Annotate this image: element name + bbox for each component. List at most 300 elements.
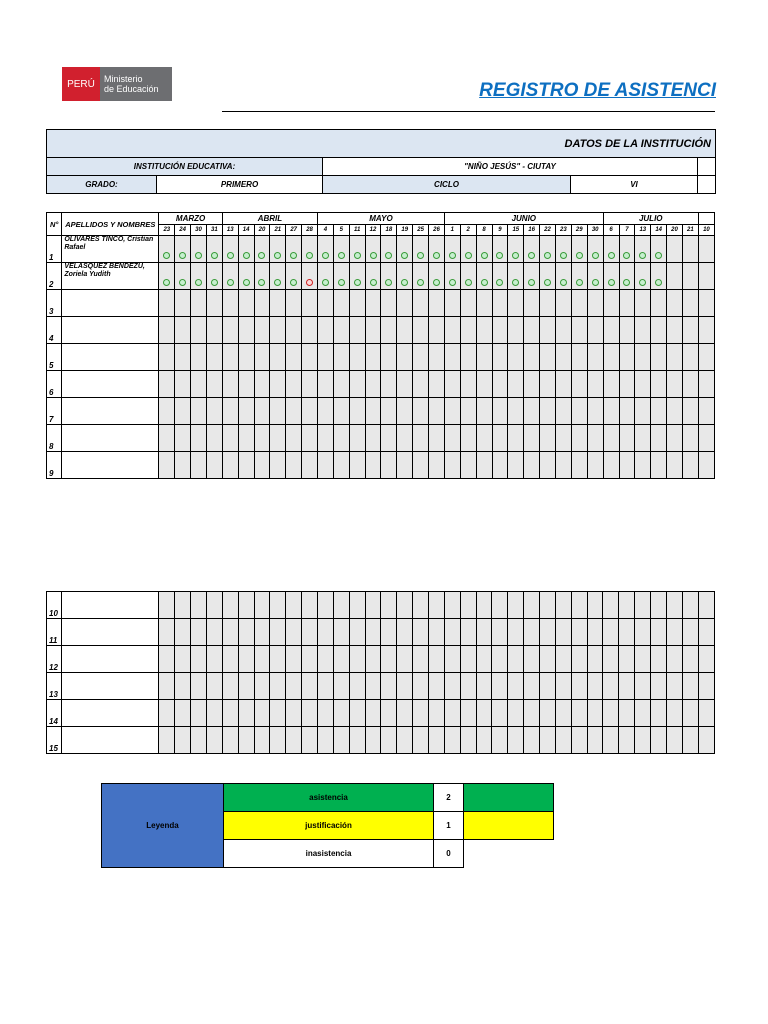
attendance-cell[interactable]: [286, 425, 302, 452]
attendance-cell[interactable]: [222, 263, 238, 290]
attendance-cell[interactable]: [349, 646, 365, 673]
attendance-cell[interactable]: [460, 700, 476, 727]
attendance-cell[interactable]: [207, 619, 223, 646]
attendance-cell[interactable]: [603, 398, 619, 425]
attendance-cell[interactable]: [238, 700, 254, 727]
attendance-cell[interactable]: [397, 727, 413, 754]
attendance-cell[interactable]: [460, 727, 476, 754]
attendance-cell[interactable]: [524, 646, 540, 673]
attendance-cell[interactable]: [698, 700, 714, 727]
attendance-cell[interactable]: [254, 700, 270, 727]
attendance-cell[interactable]: [270, 263, 286, 290]
attendance-cell[interactable]: [381, 398, 397, 425]
attendance-cell[interactable]: [286, 371, 302, 398]
attendance-cell[interactable]: [397, 452, 413, 479]
attendance-cell[interactable]: [159, 592, 175, 619]
attendance-cell[interactable]: [508, 290, 524, 317]
attendance-cell[interactable]: [571, 290, 587, 317]
attendance-cell[interactable]: [698, 263, 714, 290]
attendance-cell[interactable]: [206, 263, 222, 290]
attendance-cell[interactable]: [492, 398, 508, 425]
attendance-cell[interactable]: [635, 398, 651, 425]
attendance-cell[interactable]: [159, 317, 175, 344]
student-name[interactable]: [62, 344, 159, 371]
student-name[interactable]: [62, 592, 159, 619]
attendance-cell[interactable]: [429, 425, 445, 452]
attendance-cell[interactable]: [571, 371, 587, 398]
attendance-cell[interactable]: [444, 646, 460, 673]
attendance-cell[interactable]: [413, 619, 429, 646]
attendance-cell[interactable]: [682, 452, 698, 479]
attendance-cell[interactable]: [254, 425, 270, 452]
attendance-cell[interactable]: [207, 673, 223, 700]
attendance-cell[interactable]: [492, 700, 508, 727]
attendance-cell[interactable]: [635, 290, 651, 317]
attendance-cell[interactable]: [476, 344, 492, 371]
attendance-cell[interactable]: [667, 263, 683, 290]
attendance-cell[interactable]: [698, 398, 714, 425]
attendance-cell[interactable]: [635, 263, 651, 290]
attendance-cell[interactable]: [159, 371, 175, 398]
attendance-cell[interactable]: [318, 425, 334, 452]
attendance-cell[interactable]: [159, 673, 175, 700]
attendance-cell[interactable]: [682, 727, 698, 754]
student-name[interactable]: [62, 727, 159, 754]
attendance-cell[interactable]: [651, 592, 667, 619]
attendance-cell[interactable]: [524, 263, 540, 290]
attendance-cell[interactable]: [286, 263, 302, 290]
attendance-cell[interactable]: [381, 646, 397, 673]
attendance-cell[interactable]: [302, 592, 318, 619]
attendance-cell[interactable]: [318, 317, 334, 344]
attendance-cell[interactable]: [476, 290, 492, 317]
attendance-cell[interactable]: [540, 317, 556, 344]
attendance-cell[interactable]: [460, 236, 476, 263]
attendance-cell[interactable]: [270, 425, 286, 452]
attendance-cell[interactable]: [492, 344, 508, 371]
attendance-cell[interactable]: [698, 317, 714, 344]
attendance-cell[interactable]: [381, 619, 397, 646]
attendance-cell[interactable]: [222, 425, 238, 452]
student-name[interactable]: VELASQUEZ BENDEZÚ, Zoriela Yudith: [62, 263, 159, 290]
attendance-cell[interactable]: [429, 619, 445, 646]
attendance-cell[interactable]: [365, 673, 381, 700]
attendance-cell[interactable]: [238, 371, 254, 398]
attendance-cell[interactable]: [191, 646, 207, 673]
attendance-cell[interactable]: [254, 236, 270, 263]
attendance-cell[interactable]: [381, 673, 397, 700]
attendance-cell[interactable]: [460, 646, 476, 673]
attendance-cell[interactable]: [429, 727, 445, 754]
attendance-cell[interactable]: [571, 263, 587, 290]
attendance-cell[interactable]: [191, 317, 207, 344]
grade-value[interactable]: PRIMERO: [157, 176, 323, 194]
attendance-cell[interactable]: [349, 727, 365, 754]
attendance-cell[interactable]: [667, 452, 683, 479]
attendance-cell[interactable]: [524, 398, 540, 425]
attendance-cell[interactable]: [318, 700, 334, 727]
attendance-cell[interactable]: [587, 646, 603, 673]
attendance-cell[interactable]: [191, 619, 207, 646]
attendance-cell[interactable]: [302, 673, 318, 700]
attendance-cell[interactable]: [555, 317, 571, 344]
attendance-cell[interactable]: [365, 425, 381, 452]
attendance-cell[interactable]: [619, 646, 635, 673]
attendance-cell[interactable]: [666, 673, 682, 700]
attendance-cell[interactable]: [191, 425, 207, 452]
attendance-cell[interactable]: [571, 425, 587, 452]
attendance-cell[interactable]: [540, 344, 556, 371]
attendance-cell[interactable]: [191, 592, 207, 619]
attendance-cell[interactable]: [349, 673, 365, 700]
attendance-cell[interactable]: [207, 646, 223, 673]
attendance-cell[interactable]: [555, 371, 571, 398]
attendance-cell[interactable]: [698, 727, 714, 754]
attendance-cell[interactable]: [191, 673, 207, 700]
attendance-cell[interactable]: [460, 592, 476, 619]
attendance-cell[interactable]: [207, 727, 223, 754]
attendance-cell[interactable]: [476, 619, 492, 646]
attendance-cell[interactable]: [619, 673, 635, 700]
attendance-cell[interactable]: [555, 263, 571, 290]
attendance-cell[interactable]: [492, 425, 508, 452]
attendance-cell[interactable]: [206, 371, 222, 398]
attendance-cell[interactable]: [302, 317, 318, 344]
attendance-cell[interactable]: [191, 398, 207, 425]
student-name[interactable]: OLIVARES TINCO, Cristian Rafael: [62, 236, 159, 263]
attendance-cell[interactable]: [603, 425, 619, 452]
attendance-cell[interactable]: [635, 452, 651, 479]
attendance-cell[interactable]: [254, 371, 270, 398]
attendance-cell[interactable]: [254, 290, 270, 317]
attendance-cell[interactable]: [349, 344, 365, 371]
attendance-cell[interactable]: [286, 317, 302, 344]
attendance-cell[interactable]: [444, 700, 460, 727]
attendance-cell[interactable]: [540, 452, 556, 479]
attendance-cell[interactable]: [191, 452, 207, 479]
attendance-cell[interactable]: [587, 592, 603, 619]
attendance-cell[interactable]: [603, 700, 619, 727]
attendance-cell[interactable]: [175, 452, 191, 479]
attendance-cell[interactable]: [270, 236, 286, 263]
attendance-cell[interactable]: [666, 646, 682, 673]
attendance-cell[interactable]: [429, 263, 445, 290]
student-name[interactable]: [62, 452, 159, 479]
attendance-cell[interactable]: [603, 727, 619, 754]
attendance-cell[interactable]: [159, 425, 175, 452]
attendance-cell[interactable]: [349, 371, 365, 398]
attendance-cell[interactable]: [682, 619, 698, 646]
attendance-cell[interactable]: [381, 371, 397, 398]
attendance-cell[interactable]: [651, 673, 667, 700]
attendance-cell[interactable]: [698, 646, 714, 673]
attendance-cell[interactable]: [254, 673, 270, 700]
attendance-cell[interactable]: [666, 727, 682, 754]
attendance-cell[interactable]: [397, 592, 413, 619]
attendance-cell[interactable]: [175, 290, 191, 317]
attendance-cell[interactable]: [508, 344, 524, 371]
attendance-cell[interactable]: [365, 344, 381, 371]
attendance-cell[interactable]: [476, 398, 492, 425]
attendance-cell[interactable]: [587, 236, 603, 263]
attendance-cell[interactable]: [302, 727, 318, 754]
attendance-cell[interactable]: [286, 290, 302, 317]
attendance-cell[interactable]: [476, 592, 492, 619]
attendance-cell[interactable]: [666, 592, 682, 619]
attendance-cell[interactable]: [286, 398, 302, 425]
attendance-cell[interactable]: [492, 371, 508, 398]
attendance-cell[interactable]: [159, 619, 175, 646]
attendance-cell[interactable]: [222, 619, 238, 646]
attendance-cell[interactable]: [397, 263, 413, 290]
attendance-cell[interactable]: [460, 263, 476, 290]
attendance-cell[interactable]: [492, 236, 508, 263]
attendance-cell[interactable]: [667, 344, 683, 371]
attendance-cell[interactable]: [365, 398, 381, 425]
attendance-cell[interactable]: [413, 344, 429, 371]
attendance-cell[interactable]: [635, 592, 651, 619]
attendance-cell[interactable]: [555, 619, 571, 646]
attendance-cell[interactable]: [682, 290, 698, 317]
attendance-cell[interactable]: [571, 317, 587, 344]
attendance-cell[interactable]: [635, 371, 651, 398]
student-name[interactable]: [62, 398, 159, 425]
attendance-cell[interactable]: [222, 700, 238, 727]
attendance-cell[interactable]: [524, 592, 540, 619]
attendance-cell[interactable]: [365, 371, 381, 398]
attendance-cell[interactable]: [318, 452, 334, 479]
attendance-cell[interactable]: [476, 646, 492, 673]
attendance-cell[interactable]: [492, 727, 508, 754]
attendance-cell[interactable]: [302, 290, 318, 317]
attendance-cell[interactable]: [302, 344, 318, 371]
attendance-cell[interactable]: [413, 452, 429, 479]
attendance-cell[interactable]: [619, 425, 635, 452]
attendance-cell[interactable]: [476, 452, 492, 479]
attendance-cell[interactable]: [492, 619, 508, 646]
attendance-cell[interactable]: [175, 344, 191, 371]
attendance-cell[interactable]: [603, 371, 619, 398]
attendance-cell[interactable]: [460, 317, 476, 344]
attendance-cell[interactable]: [270, 371, 286, 398]
attendance-cell[interactable]: [444, 673, 460, 700]
attendance-cell[interactable]: [286, 727, 302, 754]
attendance-cell[interactable]: [333, 344, 349, 371]
attendance-cell[interactable]: [476, 700, 492, 727]
attendance-cell[interactable]: [222, 236, 238, 263]
attendance-cell[interactable]: [159, 727, 175, 754]
attendance-cell[interactable]: [619, 700, 635, 727]
attendance-cell[interactable]: [508, 425, 524, 452]
attendance-cell[interactable]: [191, 727, 207, 754]
attendance-cell[interactable]: [270, 398, 286, 425]
attendance-cell[interactable]: [587, 452, 603, 479]
attendance-cell[interactable]: [270, 317, 286, 344]
attendance-cell[interactable]: [318, 619, 334, 646]
attendance-cell[interactable]: [444, 425, 460, 452]
attendance-cell[interactable]: [429, 646, 445, 673]
attendance-cell[interactable]: [508, 700, 524, 727]
attendance-cell[interactable]: [682, 317, 698, 344]
student-name[interactable]: [62, 619, 159, 646]
attendance-cell[interactable]: [555, 646, 571, 673]
attendance-cell[interactable]: [413, 263, 429, 290]
attendance-cell[interactable]: [207, 592, 223, 619]
attendance-cell[interactable]: [175, 646, 191, 673]
attendance-cell[interactable]: [175, 317, 191, 344]
attendance-cell[interactable]: [524, 673, 540, 700]
attendance-cell[interactable]: [222, 673, 238, 700]
attendance-cell[interactable]: [318, 236, 334, 263]
attendance-cell[interactable]: [698, 619, 714, 646]
attendance-cell[interactable]: [159, 700, 175, 727]
attendance-cell[interactable]: [540, 398, 556, 425]
attendance-cell[interactable]: [571, 398, 587, 425]
attendance-cell[interactable]: [333, 700, 349, 727]
attendance-cell[interactable]: [603, 452, 619, 479]
attendance-cell[interactable]: [159, 452, 175, 479]
attendance-cell[interactable]: [635, 646, 651, 673]
attendance-cell[interactable]: [159, 236, 175, 263]
attendance-cell[interactable]: [413, 646, 429, 673]
attendance-cell[interactable]: [555, 236, 571, 263]
attendance-cell[interactable]: [508, 263, 524, 290]
attendance-cell[interactable]: [349, 452, 365, 479]
attendance-cell[interactable]: [619, 371, 635, 398]
attendance-cell[interactable]: [254, 727, 270, 754]
attendance-cell[interactable]: [413, 673, 429, 700]
attendance-cell[interactable]: [651, 236, 667, 263]
attendance-cell[interactable]: [635, 344, 651, 371]
attendance-cell[interactable]: [318, 673, 334, 700]
attendance-cell[interactable]: [508, 673, 524, 700]
attendance-cell[interactable]: [302, 398, 318, 425]
attendance-cell[interactable]: [397, 371, 413, 398]
attendance-cell[interactable]: [365, 592, 381, 619]
attendance-cell[interactable]: [460, 452, 476, 479]
attendance-cell[interactable]: [651, 452, 667, 479]
attendance-cell[interactable]: [651, 371, 667, 398]
attendance-cell[interactable]: [667, 398, 683, 425]
attendance-cell[interactable]: [444, 317, 460, 344]
attendance-cell[interactable]: [667, 317, 683, 344]
attendance-cell[interactable]: [444, 344, 460, 371]
student-name[interactable]: [62, 317, 159, 344]
attendance-cell[interactable]: [397, 344, 413, 371]
attendance-cell[interactable]: [698, 673, 714, 700]
attendance-cell[interactable]: [667, 236, 683, 263]
attendance-cell[interactable]: [365, 452, 381, 479]
attendance-cell[interactable]: [682, 700, 698, 727]
attendance-cell[interactable]: [476, 673, 492, 700]
attendance-cell[interactable]: [682, 344, 698, 371]
attendance-cell[interactable]: [524, 619, 540, 646]
attendance-cell[interactable]: [413, 700, 429, 727]
attendance-cell[interactable]: [333, 727, 349, 754]
attendance-cell[interactable]: [333, 646, 349, 673]
attendance-cell[interactable]: [666, 619, 682, 646]
attendance-cell[interactable]: [619, 398, 635, 425]
attendance-cell[interactable]: [587, 263, 603, 290]
attendance-cell[interactable]: [571, 236, 587, 263]
cycle-value[interactable]: VI: [571, 176, 698, 194]
attendance-cell[interactable]: [175, 673, 191, 700]
attendance-cell[interactable]: [413, 236, 429, 263]
attendance-cell[interactable]: [571, 452, 587, 479]
attendance-cell[interactable]: [540, 236, 556, 263]
attendance-cell[interactable]: [460, 425, 476, 452]
attendance-cell[interactable]: [540, 371, 556, 398]
attendance-cell[interactable]: [429, 236, 445, 263]
attendance-cell[interactable]: [476, 727, 492, 754]
attendance-cell[interactable]: [508, 371, 524, 398]
attendance-cell[interactable]: [333, 619, 349, 646]
attendance-cell[interactable]: [635, 236, 651, 263]
attendance-cell[interactable]: [365, 263, 381, 290]
attendance-cell[interactable]: [286, 592, 302, 619]
attendance-cell[interactable]: [619, 317, 635, 344]
attendance-cell[interactable]: [587, 700, 603, 727]
attendance-cell[interactable]: [333, 236, 349, 263]
attendance-cell[interactable]: [159, 646, 175, 673]
attendance-cell[interactable]: [365, 727, 381, 754]
attendance-cell[interactable]: [460, 371, 476, 398]
attendance-cell[interactable]: [238, 727, 254, 754]
attendance-cell[interactable]: [365, 646, 381, 673]
attendance-cell[interactable]: [286, 646, 302, 673]
attendance-cell[interactable]: [302, 646, 318, 673]
attendance-cell[interactable]: [682, 673, 698, 700]
attendance-cell[interactable]: [444, 619, 460, 646]
attendance-cell[interactable]: [619, 290, 635, 317]
attendance-cell[interactable]: [175, 727, 191, 754]
attendance-cell[interactable]: [397, 700, 413, 727]
attendance-cell[interactable]: [302, 371, 318, 398]
student-name[interactable]: [62, 290, 159, 317]
attendance-cell[interactable]: [381, 452, 397, 479]
attendance-cell[interactable]: [492, 646, 508, 673]
attendance-cell[interactable]: [587, 673, 603, 700]
attendance-cell[interactable]: [444, 263, 460, 290]
attendance-cell[interactable]: [270, 646, 286, 673]
attendance-cell[interactable]: [508, 592, 524, 619]
attendance-cell[interactable]: [397, 619, 413, 646]
attendance-cell[interactable]: [381, 700, 397, 727]
attendance-cell[interactable]: [603, 263, 619, 290]
attendance-cell[interactable]: [508, 236, 524, 263]
attendance-cell[interactable]: [238, 452, 254, 479]
attendance-cell[interactable]: [159, 290, 175, 317]
attendance-cell[interactable]: [397, 425, 413, 452]
attendance-cell[interactable]: [238, 619, 254, 646]
attendance-cell[interactable]: [270, 344, 286, 371]
attendance-cell[interactable]: [413, 592, 429, 619]
attendance-cell[interactable]: [540, 592, 556, 619]
attendance-cell[interactable]: [222, 371, 238, 398]
attendance-cell[interactable]: [635, 425, 651, 452]
attendance-cell[interactable]: [524, 344, 540, 371]
attendance-cell[interactable]: [698, 290, 714, 317]
attendance-cell[interactable]: [444, 236, 460, 263]
attendance-cell[interactable]: [587, 344, 603, 371]
attendance-cell[interactable]: [254, 317, 270, 344]
school-value[interactable]: "NIÑO JESÚS" - CIUTAY: [323, 158, 698, 176]
attendance-cell[interactable]: [270, 673, 286, 700]
attendance-cell[interactable]: [413, 317, 429, 344]
attendance-cell[interactable]: [397, 317, 413, 344]
attendance-cell[interactable]: [318, 398, 334, 425]
attendance-cell[interactable]: [524, 727, 540, 754]
